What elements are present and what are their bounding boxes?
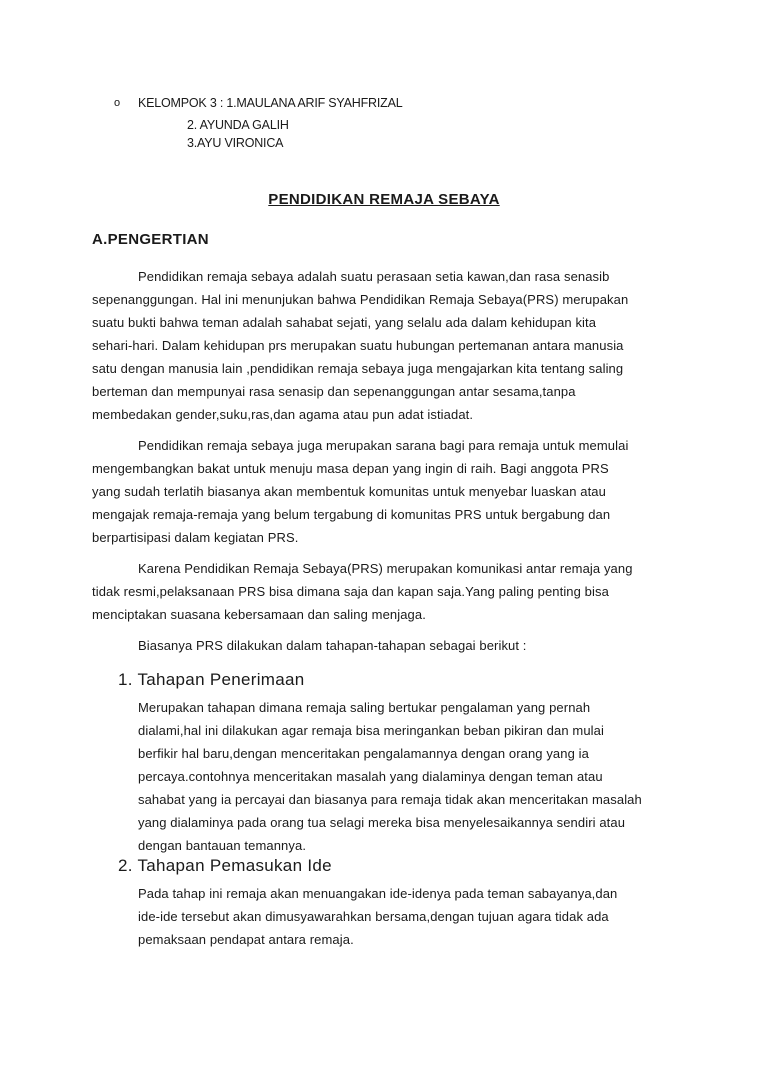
step-2-line: Pada tahap ini remaja akan menuangakan ide-idenya pada teman sabayanya,dan [138, 886, 618, 901]
paragraph-2-line: yang sudah terlatih biasanya akan membentuk komunitas untuk menyebar luaskan atau [92, 484, 606, 499]
section-heading: A.PENGERTIAN [92, 231, 209, 248]
page-title: PENDIDIKAN REMAJA SEBAYA [268, 191, 500, 208]
step-1-line: sahabat yang ia percayai dan biasanya para remaja tidak akan menceritakan masalah [138, 792, 642, 807]
paragraph-2-line: mengembangkan bakat untuk menuju masa depan yang ingin di raih. Bagi anggota PRS [92, 461, 609, 476]
step-1-line: berfikir hal baru,dengan menceritakan pengalamannya dengan orang yang ia [138, 746, 589, 761]
step-1-title: 1. Tahapan Penerimaan [118, 670, 305, 689]
paragraph-1-line: suatu bukti bahwa teman adalah sahabat sejati, yang selalu ada dalam kehidupan kita [92, 315, 597, 330]
paragraph-2-line: berpartisipasi dalam kegiatan PRS. [92, 530, 299, 545]
paragraph-1-line: sehari-hari. Dalam kehidupan prs merupakan suatu hubungan pertemanan antara manusia [92, 338, 624, 353]
paragraph-1-line: satu dengan manusia lain ,pendidikan remaja sebaya juga mengajarkan kita tentang saling [92, 361, 624, 376]
group-line: KELOMPOK 3 : 1.MAULANA ARIF SYAHFRIZAL [138, 96, 403, 110]
paragraph-3-line: menciptakan suasana kebersamaan dan saling menjaga. [92, 607, 426, 622]
step-2-title: 2. Tahapan Pemasukan Ide [118, 856, 332, 875]
step-2-line: ide-ide tersebut akan dimusyawarahkan bersama,dengan tujuan agara tidak ada [138, 909, 609, 924]
group-member-2: 2. AYUNDA GALIH [187, 118, 289, 132]
step-1-line: dengan bantauan temannya. [138, 838, 307, 853]
paragraph-2-line: Pendidikan remaja sebaya juga merupakan sarana bagi para remaja untuk memulai [138, 438, 629, 453]
group-member-3: 3.AYU VIRONICA [187, 136, 284, 150]
step-2-line: pemaksaan pendapat antara remaja. [138, 932, 354, 947]
paragraph-1-line: Pendidikan remaja sebaya adalah suatu perasaan setia kawan,dan rasa senasib [138, 269, 610, 284]
paragraph-1-line: berteman dan mempunyai rasa senasip dan sepenanggungan antar sesama,tanpa [92, 384, 576, 399]
step-1-line: dialami,hal ini dilakukan agar remaja bisa meringankan beban pikiran dan mulai [138, 723, 604, 738]
step-1-line: Merupakan tahapan dimana remaja saling bertukar pengalaman yang pernah [138, 700, 591, 715]
paragraph-1-line: membedakan gender,suku,ras,dan agama atau pun adat istiadat. [92, 407, 474, 422]
list-bullet-icon: o [114, 97, 121, 109]
step-1-line: percaya.contohnya menceritakan masalah yang dialaminya dengan teman atau [138, 769, 603, 784]
paragraph-2-line: mengajak remaja-remaja yang belum tergabung di komunitas PRS untuk bergabung dan [92, 507, 611, 522]
paragraph-4: Biasanya PRS dilakukan dalam tahapan-tahapan sebagai berikut : [138, 638, 527, 653]
step-1-line: yang dialaminya pada orang tua selagi mereka bisa menyelesaikannya sendiri atau [138, 815, 626, 830]
paragraph-1-line: sepenanggungan. Hal ini menunjukan bahwa Pendidikan Remaja Sebaya(PRS) merupakan [92, 292, 629, 307]
paragraph-3-line: tidak resmi,pelaksanaan PRS bisa dimana saja dan kapan saja.Yang paling penting bisa [92, 584, 609, 599]
paragraph-3-line: Karena Pendidikan Remaja Sebaya(PRS) merupakan komunikasi antar remaja yang [138, 561, 633, 576]
